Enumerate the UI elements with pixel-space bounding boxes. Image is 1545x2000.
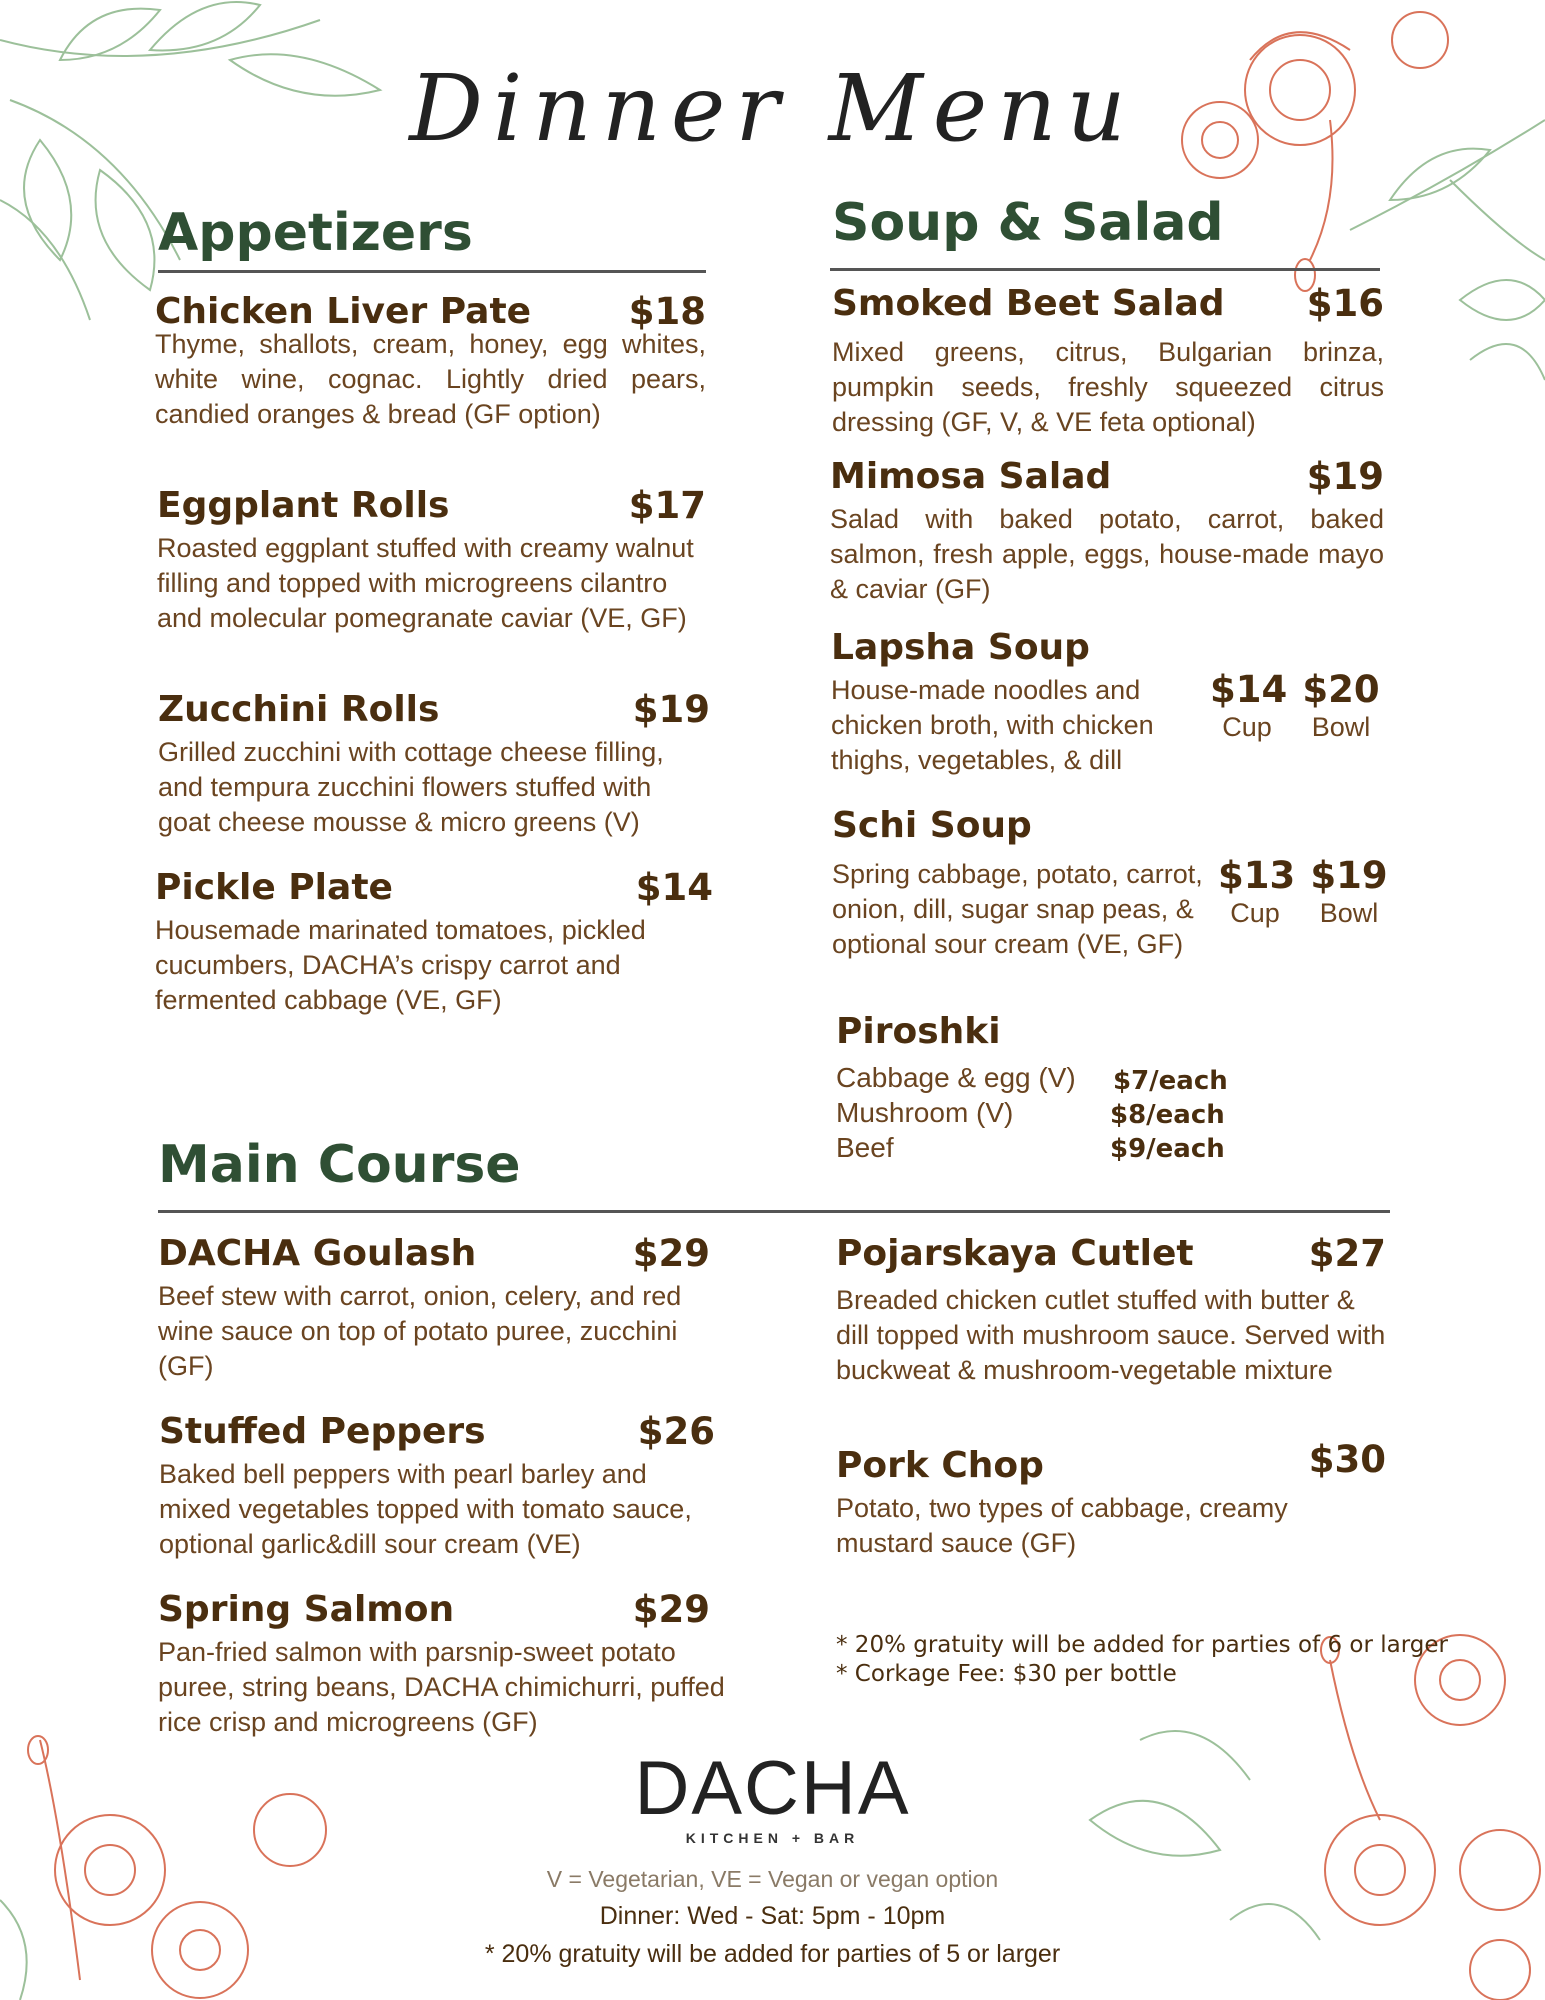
item-price: $26: [637, 1410, 715, 1453]
menu-item: [158, 1588, 738, 1740]
dacha-logo: DACHA: [634, 1746, 911, 1831]
soup-salad-divider: [830, 268, 1380, 271]
menu-item: [836, 1232, 1386, 1388]
dietary-legend: V = Vegetarian, VE = Vegan or vegan option: [546, 1866, 999, 1892]
appetizers-divider: [158, 270, 706, 273]
menu-item: [830, 455, 1384, 607]
menu-item: [155, 866, 713, 1018]
piroshki-option: Cabbage & egg (V): [836, 1062, 1076, 1093]
piroshki-price: $8/each: [1110, 1100, 1225, 1130]
item-name: Lapsha Soup: [831, 627, 1090, 668]
item-price: $30: [1308, 1438, 1386, 1481]
item-description: Mixed greens, citrus, Bulgarian brinza, pumpkin seeds, freshly squeezed citrus dressing (GF, V, & VE feta optional): [832, 337, 1384, 438]
item-name: Mimosa Salad: [830, 456, 1112, 497]
item-price: $17: [628, 484, 706, 527]
menu-item: [158, 688, 710, 840]
item-description: Salad with baked potato, carrot, baked salmon, fresh apple, eggs, house-made mayo & caviar (GF): [830, 504, 1384, 605]
item-price: $19: [1306, 455, 1384, 498]
item-name: Smoked Beet Salad: [832, 283, 1225, 324]
menu-item: [832, 804, 1207, 962]
item-description: Grilled zucchini with cottage cheese filling, and tempura zucchini flowers stuffed with goat cheese mousse & micro greens (V): [158, 737, 664, 838]
item-name: Stuffed Peppers: [159, 1411, 486, 1452]
cup-price: [1218, 854, 1296, 929]
piroshki-option: Beef: [836, 1132, 894, 1163]
dinner-hours: Dinner: Wed - Sat: 5pm - 10pm: [599, 1902, 946, 1930]
soup-salad-heading: Soup & Salad: [832, 193, 1224, 253]
item-description: Housemade marinated tomatoes, pickled cucumbers, DACHA’s crispy carrot and fermented cabbage (VE, GF): [155, 915, 646, 1016]
main-course-heading: Main Course: [158, 1135, 521, 1195]
logo-subtitle: KITCHEN + BAR: [685, 1830, 860, 1846]
piroshki-option: Mushroom (V): [836, 1097, 1014, 1128]
item-description: Roasted eggplant stuffed with creamy walnut filling and topped with microgreens cilantro and molecular pomegranate caviar (VE, GF): [157, 533, 694, 634]
cup-price-value: $13: [1218, 854, 1296, 897]
item-name: Zucchini Rolls: [158, 689, 440, 730]
item-description: Thyme, shallots, cream, honey, egg whites, white wine, cognac. Lightly dried pears, candied oranges & bread (GF option): [155, 329, 706, 430]
item-description: Beef stew with carrot, onion, celery, and red wine sauce on top of potato puree, zucchini (GF): [158, 1281, 682, 1382]
item-description: Baked bell peppers with pearl barley and mixed vegetables topped with tomato sauce, optional garlic&dill sour cream (VE): [159, 1459, 692, 1560]
item-name: DACHA Goulash: [158, 1233, 477, 1274]
menu-item: [158, 1232, 710, 1384]
item-price: $16: [1306, 282, 1384, 325]
item-description: Potato, two types of cabbage, creamy mustard sauce (GF): [836, 1493, 1288, 1559]
item-name: Pojarskaya Cutlet: [836, 1233, 1194, 1274]
item-price: $14: [635, 866, 713, 909]
bowl-price: [1306, 856, 1392, 929]
cup-label: Cup: [1230, 897, 1280, 928]
item-name: Chicken Liver Pate: [155, 291, 532, 332]
cup-label: Cup: [1222, 711, 1272, 742]
item-price: $27: [1308, 1232, 1386, 1275]
cup-price-value: $14: [1210, 668, 1288, 711]
piroshki-price: $9/each: [1110, 1134, 1225, 1164]
menu-item: [155, 290, 706, 432]
menu-item: [157, 484, 706, 636]
item-description: Breaded chicken cutlet stuffed with butter & dill topped with mushroom sauce. Served with buckweat & mushroom-vegetable mixture: [836, 1285, 1386, 1386]
item-description: House-made noodles and chicken broth, with chicken thighs, vegetables, & dill: [831, 675, 1154, 776]
item-description: Pan-fried salmon with parsnip-sweet potato puree, string beans, DACHA chimichurri, puffed rice crisp and microgreens (GF): [158, 1637, 725, 1738]
item-price: $29: [632, 1588, 710, 1631]
leaf-decoration-top-left: [0, 0, 400, 330]
item-description: Spring cabbage, potato, carrot, onion, dill, sugar snap peas, & optional sour cream (VE, GF): [832, 859, 1203, 960]
item-name: Schi Soup: [832, 805, 1032, 846]
corkage-note: * Corkage Fee: $30 per bottle: [836, 1661, 1177, 1687]
bowl-price-value: $19: [1310, 854, 1388, 897]
bowl-label: Bowl: [1319, 897, 1379, 928]
menu-item: [836, 1438, 1386, 1561]
gratuity-footer: * 20% gratuity will be added for parties of 5 or larger: [484, 1940, 1061, 1968]
menu-item: [831, 626, 1191, 778]
appetizers-heading: Appetizers: [158, 203, 473, 263]
menu-item: [159, 1410, 715, 1562]
piroshki-price: $7/each: [1113, 1066, 1228, 1096]
item-price: $19: [632, 688, 710, 731]
item-name: Eggplant Rolls: [157, 485, 450, 526]
gratuity-note: * 20% gratuity will be added for parties of 6 or larger: [836, 1632, 1448, 1658]
menu-item: [832, 282, 1384, 440]
bowl-label: Bowl: [1311, 711, 1371, 742]
item-name: Pickle Plate: [155, 867, 393, 908]
cup-price: [1210, 668, 1288, 743]
main-course-divider: [158, 1210, 1390, 1213]
item-name: Spring Salmon: [158, 1589, 455, 1630]
menu-title: Dinner Menu: [409, 55, 1136, 162]
bowl-price: [1298, 670, 1384, 743]
item-name: Piroshki: [836, 1011, 1001, 1052]
item-name: Pork Chop: [836, 1445, 1044, 1486]
menu-item: [836, 1010, 1236, 1053]
item-price: $18: [628, 290, 706, 333]
item-price: $29: [632, 1232, 710, 1275]
bowl-price-value: $20: [1302, 668, 1380, 711]
